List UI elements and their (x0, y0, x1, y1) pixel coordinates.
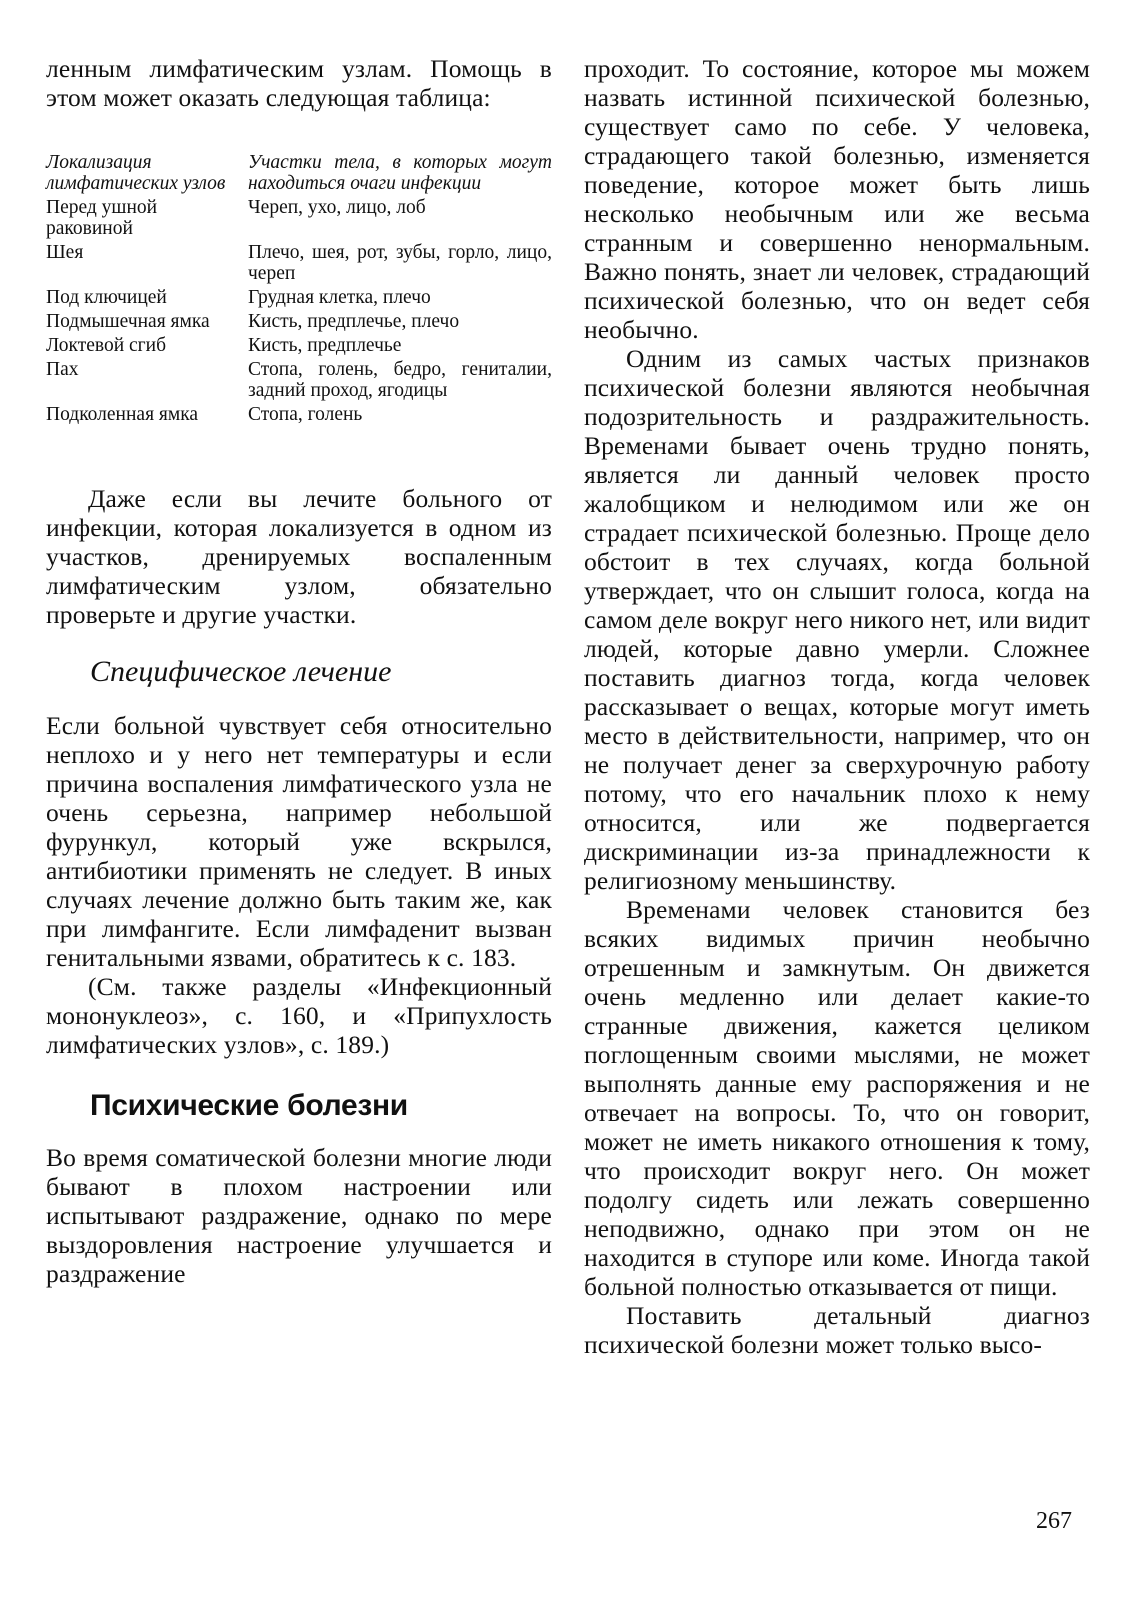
table-cell-location: Перед ушной раковиной (46, 197, 158, 239)
table-cell-location: Локтевой сгиб (46, 335, 167, 356)
table-cell-areas: Кисть, предплечье (248, 335, 402, 356)
subheading-specific-treatment: Специфическое лечение (90, 655, 392, 688)
table-cell-areas: Стопа, голень (248, 404, 363, 425)
table-cell-areas: Плечо, шея, рот, зубы, горло, лицо, череп (248, 242, 552, 284)
intro-paragraph: ленным лимфатическим узлам. Помощь в этом может оказать следующая таблица: (46, 54, 552, 112)
lymph-node-table (46, 152, 552, 428)
paragraph-treatment: Если больной чувствует себя относительно неплохо и у него нет температуры и если причина воспаления лимфатического узла не очень серьезна, например небольшой фурункул, который уже вскрылся, антибиотики применять не следует. В иных случаях лечение должно быть таким же, как при лимфангите. Если лимфаденит вызван генитальными язвами, обратитесь к с. 183. (46, 711, 552, 972)
table-cell-location: Под ключицей (46, 287, 167, 308)
table-row (46, 404, 552, 428)
paragraph-see-also: (См. также разделы «Инфекционный мононуклеоз», с. 160, и «Припухлость лимфатических узлов», с. 189.) (46, 972, 552, 1059)
paragraph-diagnosis: Поставить детальный диагноз психической болезни может только высо- (584, 1301, 1090, 1359)
table-row (46, 197, 552, 242)
page-number: 267 (1036, 1508, 1072, 1534)
table-cell-location: Подмышечная ямка (46, 311, 210, 332)
table-row (46, 311, 552, 335)
table-cell-areas: Череп, ухо, лицо, лоб (248, 197, 426, 218)
table-row (46, 359, 552, 404)
table-row (46, 335, 552, 359)
table-row (46, 242, 552, 287)
table-cell-location: Шея (46, 242, 84, 263)
table-cell-location: Подколенная ямка (46, 404, 199, 425)
table-header-body-areas: Участки тела, в которых могут находиться очаги инфекции (248, 152, 552, 194)
paragraph-check-other-areas: Даже если вы лечите больного от инфекции, которая локализуется в одном из участков, дренируемых воспаленным лимфатическим узлом, обязательно проверьте и другие участки. (46, 484, 552, 629)
section-heading-mental-illness: Психические болезни (90, 1089, 408, 1122)
left-column (46, 54, 552, 1288)
table-cell-areas: Стопа, голень, бедро, гениталии, задний проход, ягодицы (248, 359, 552, 401)
table-cell-areas: Грудная клетка, плечо (248, 287, 431, 308)
paragraph-withdrawn: Временами человек становится без всяких видимых причин необычно отрешенным и замкнутым. Он движется очень медленно или делает какие-то странные движения, кажется целиком поглощенным своими мыслями, не может выполнять данные ему распоряжения и не отвечает на вопросы. То, что он говорит, может не иметь никакого отношения к тому, что происходит вокруг него. Он может подолгу сидеть или лежать совершенно неподвижно, однако при этом он не находится в ступоре или коме. Иногда такой больной полностью отказывается от пищи. (584, 895, 1090, 1301)
table-row (46, 287, 552, 311)
table-cell-areas: Кисть, предплечье, плечо (248, 311, 460, 332)
paragraph-signs: Одним из самых частых признаков психической болезни являются необычная подозрительность и раздражительность. Временами бывает очень трудно понять, является ли данный человек просто жалобщиком и нелюдимом или же он страдает психической болезнью. Проще дело обстоит в тех случаях, когда больной утверждает, что он слышит голоса, когда на самом деле вокруг него никого нет, или видит людей, которые давно умерли. Сложнее поставить диагноз тогда, когда человек рассказывает о вещах, которые могут иметь место в действительности, например, что он не получает денег за сверхурочную работу потому, что его начальник плохо к нему относится, или же подвергается дискриминации из-за принадлежности к религиозному меньшинству. (584, 344, 1090, 895)
right-column (584, 54, 1090, 1359)
paragraph-true-mental-illness: проходит. То состояние, которое мы можем назвать истинной психической болезнью, существует само по себе. У человека, страдающего такой болезнью, изменяется поведение, которое может быть лишь несколько необычным или же весьма странным и совершенно ненормальным. Важно понять, знает ли человек, страдающий психической болезнью, что он ведет себя необычно. (584, 54, 1090, 344)
table-header-location: Локализация лимфатических узлов (46, 152, 226, 194)
table-cell-location: Пах (46, 359, 79, 380)
paragraph-somatic-illness: Во время соматической болезни многие люди бывают в плохом настроении или испытывают раздражение, однако по мере выздоровления настроение улучшается и раздражение (46, 1143, 552, 1288)
table-header-row (46, 152, 552, 197)
